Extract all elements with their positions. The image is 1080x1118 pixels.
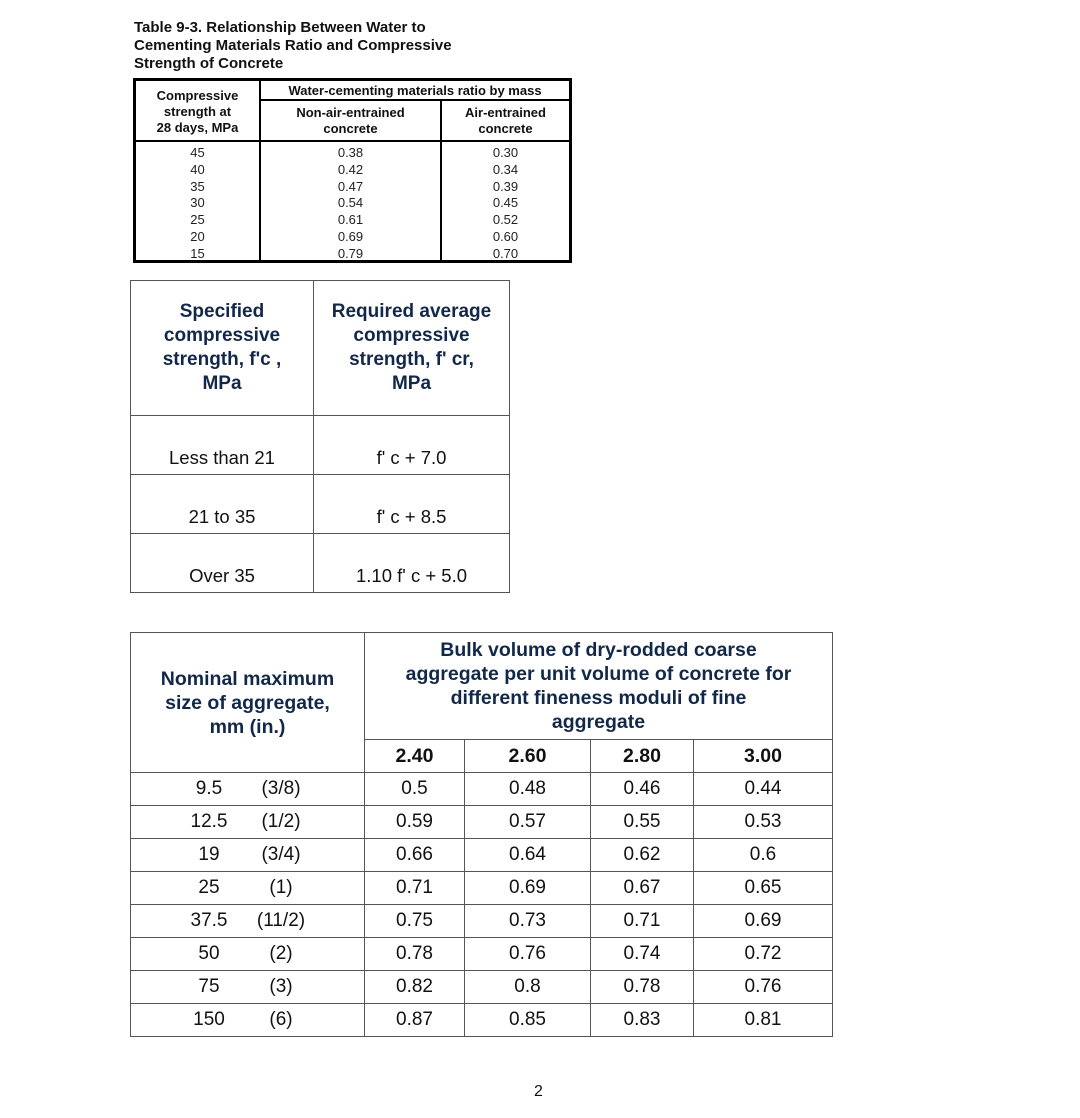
column-non-air-entrained: [261, 145, 440, 263]
size-cell: 19 (3/4): [131, 839, 365, 872]
cell: 0.62: [591, 839, 694, 872]
size-cell: 75 (3): [131, 971, 365, 1004]
table-row: [131, 938, 833, 971]
cell: 1.10 f' c + 5.0: [314, 534, 510, 593]
table-row: [131, 1004, 833, 1037]
header-bulk-volume: Bulk volume of dry-rodded coarse aggregate per unit volume of concrete for different fineness moduli of fine aggregate: [365, 633, 833, 740]
cell: 21 to 35: [131, 475, 314, 534]
cell: 0.39: [492, 178, 519, 194]
column-air-entrained: [442, 145, 569, 263]
cell: 0.59: [365, 806, 465, 839]
page-number: 2: [534, 1083, 543, 1100]
cell: 0.30: [492, 145, 519, 160]
header-non-air-entrained: Non-air-entrained concrete: [296, 105, 405, 136]
cell: 0.55: [591, 806, 694, 839]
cell: 0.71: [365, 872, 465, 905]
cell: 20: [190, 228, 205, 244]
cell: 0.57: [465, 806, 591, 839]
cell: 0.47: [337, 178, 364, 194]
cell: 0.67: [591, 872, 694, 905]
cell: 0.73: [465, 905, 591, 938]
cell: 0.61: [337, 212, 364, 228]
header-nominal-size: Nominal maximum size of aggregate, mm (in.): [131, 633, 365, 773]
table-row: [131, 872, 833, 905]
divider: [261, 99, 569, 101]
table-row: [131, 806, 833, 839]
cell: 0.48: [465, 773, 591, 806]
header-fm: 2.60: [465, 740, 591, 773]
size-cell: 25 (1): [131, 872, 365, 905]
size-cell: 50 (2): [131, 938, 365, 971]
bulk-volume-table: [130, 632, 833, 1037]
cell: 0.46: [591, 773, 694, 806]
caption-line: Strength of Concrete: [134, 55, 284, 72]
cell: 0.69: [337, 228, 364, 244]
cell: 0.44: [694, 773, 833, 806]
header-specified-strength: Specified compressive strength, f'c , MPa: [131, 281, 314, 416]
cell: 30: [190, 195, 205, 211]
size-cell: 150 (6): [131, 1004, 365, 1037]
cell: f' c + 8.5: [314, 475, 510, 534]
divider: [136, 140, 569, 142]
cell: 0.82: [365, 971, 465, 1004]
header-fm: 2.40: [365, 740, 465, 773]
caption-line: Table 9-3. Relationship Between Water to: [134, 19, 426, 36]
size-cell: 37.5 (11/2): [131, 905, 365, 938]
cell: 0.66: [365, 839, 465, 872]
cell: 35: [190, 178, 205, 194]
header-air-entrained: Air-entrained concrete: [465, 105, 546, 136]
caption-line: Cementing Materials Ratio and Compressive: [134, 37, 452, 54]
cell: 0.54: [337, 195, 364, 211]
cell: Over 35: [131, 534, 314, 593]
cell: 0.69: [694, 905, 833, 938]
cell: 0.65: [694, 872, 833, 905]
cell: 0.81: [694, 1004, 833, 1037]
table-row: [131, 839, 833, 872]
header-fm: 3.00: [694, 740, 833, 773]
cell: 0.83: [591, 1004, 694, 1037]
cell: 0.34: [492, 161, 519, 177]
table-header-row: [131, 633, 833, 740]
cell: 15: [190, 245, 205, 261]
cell: 0.8: [465, 971, 591, 1004]
header-fm: 2.80: [591, 740, 694, 773]
header-wcm-ratio: Water-cementing materials ratio by mass: [288, 83, 542, 98]
cell: 0.78: [365, 938, 465, 971]
required-strength-table: [130, 280, 510, 593]
cell: 0.60: [492, 228, 519, 244]
table-row: [131, 416, 510, 475]
cell: 0.85: [465, 1004, 591, 1037]
header-compressive-strength: Compressive strength at 28 days, MPa: [156, 88, 239, 135]
cell: 0.72: [694, 938, 833, 971]
cell: 0.87: [365, 1004, 465, 1037]
cell: 0.79: [337, 245, 364, 261]
cell: 0.75: [365, 905, 465, 938]
cell: 0.76: [465, 938, 591, 971]
cell: 0.70: [492, 245, 519, 261]
table-row: [131, 971, 833, 1004]
cell: 0.76: [694, 971, 833, 1004]
size-cell: 12.5 (1/2): [131, 806, 365, 839]
size-cell: 9.5 (3/8): [131, 773, 365, 806]
table-row: [131, 773, 833, 806]
cell: 0.38: [337, 145, 364, 160]
table-9-3-caption: [134, 19, 534, 73]
cell: 0.69: [465, 872, 591, 905]
cell: 0.64: [465, 839, 591, 872]
cell: 0.78: [591, 971, 694, 1004]
cell: 0.45: [492, 195, 519, 211]
cell: 0.71: [591, 905, 694, 938]
cell: 0.42: [337, 161, 364, 177]
cell: 0.74: [591, 938, 694, 971]
column-strength: [136, 145, 259, 263]
cell: f' c + 7.0: [314, 416, 510, 475]
cell: 25: [190, 212, 205, 228]
cell: 45: [190, 145, 205, 160]
cell: 40: [190, 161, 205, 177]
cell: 0.53: [694, 806, 833, 839]
header-required-strength: Required average compressive strength, f' cr, MPa: [314, 281, 510, 416]
table-9-3: [133, 78, 572, 263]
table-row: [131, 534, 510, 593]
table-row: [131, 475, 510, 534]
table-row: [131, 905, 833, 938]
cell: 0.5: [365, 773, 465, 806]
table-header-row: [131, 281, 510, 416]
cell: 0.52: [492, 212, 519, 228]
cell: 0.6: [694, 839, 833, 872]
cell: Less than 21: [131, 416, 314, 475]
